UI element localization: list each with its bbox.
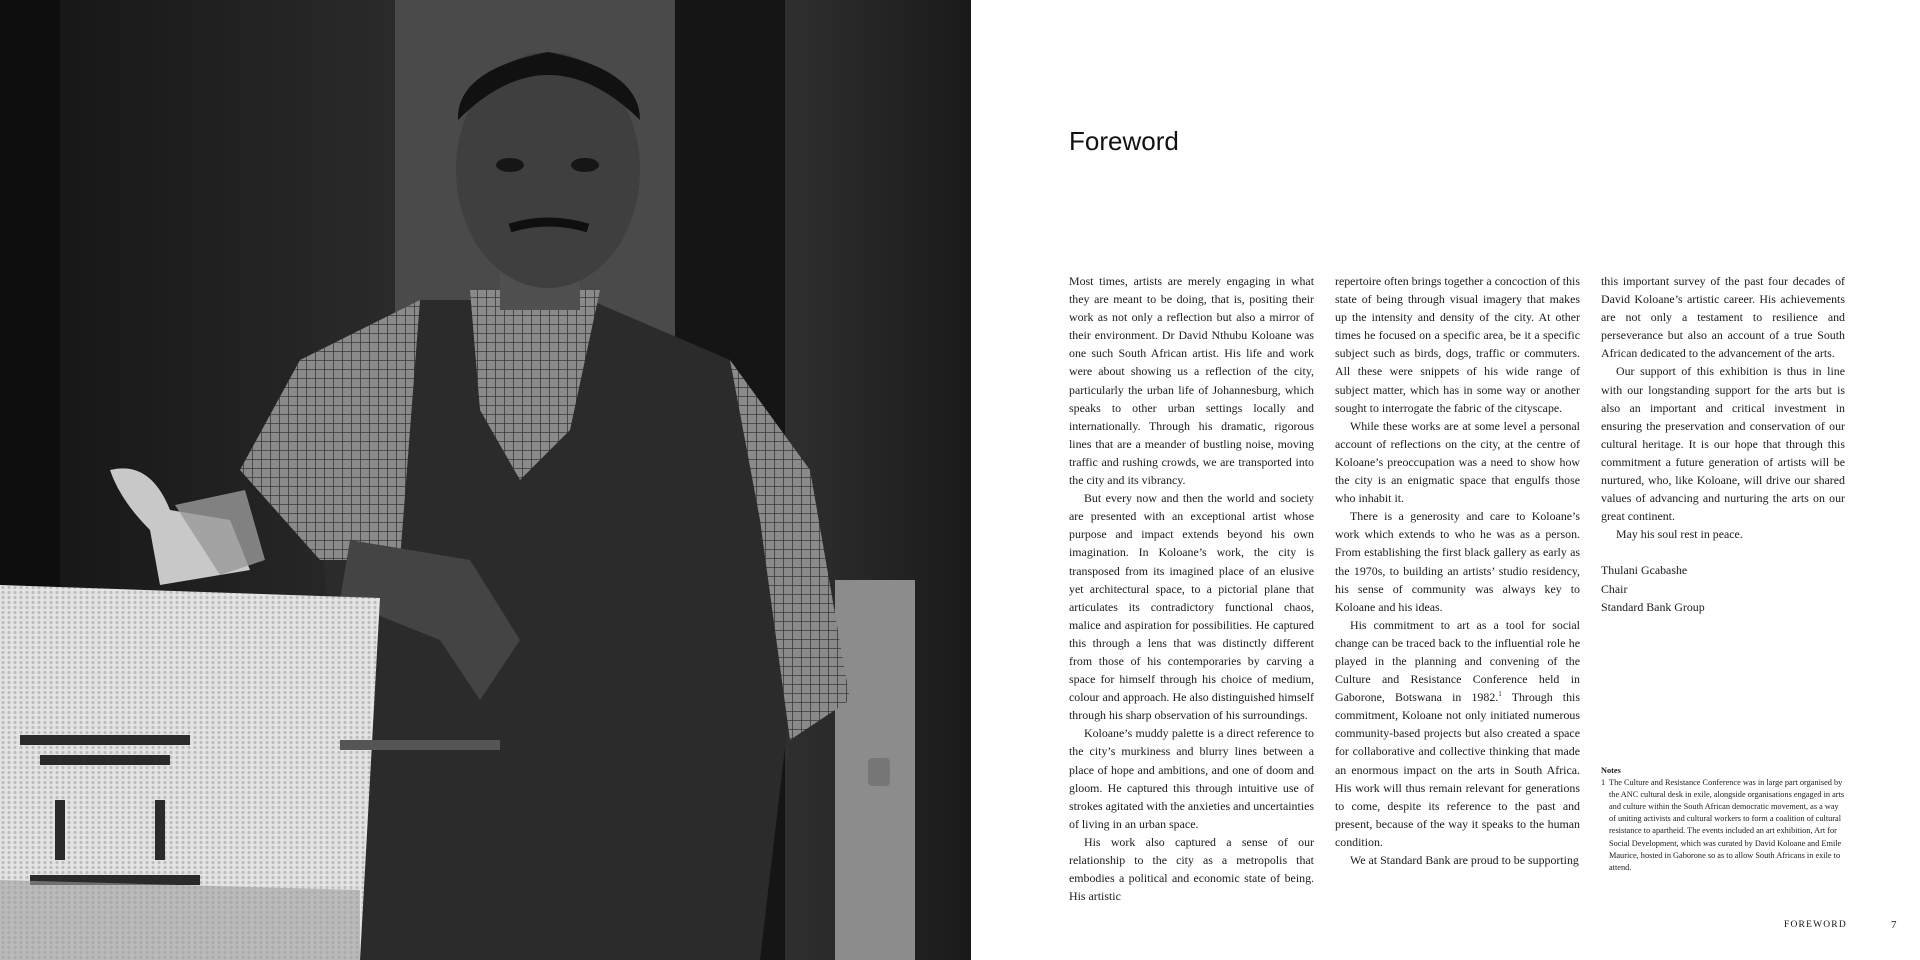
- signature-name: Thulani Gcabashe: [1601, 563, 1688, 578]
- paragraph: repertoire often brings together a concoction of this state of being through visual imagery that makes up the intensity and density of the city. At other times he focused on a specific area, be it a specific subject such as birds, dogs, traffic or commuters. All these were snippets of his wide range of subject matter, which has in some way or another sought to interrogate the fabric of the cityscape.: [1335, 274, 1580, 415]
- note-item: [1601, 777, 1845, 874]
- signature-organisation: Standard Bank Group: [1601, 599, 1705, 614]
- text-column-2: [1335, 272, 1580, 869]
- note-number: 1: [1601, 778, 1606, 788]
- text-column-1: [1069, 272, 1314, 905]
- paragraph: Koloane’s muddy palette is a direct reference to the city’s murkiness and blurry lines between a place of hope and ambitions, and one of doom and gloom. He captured this through intuitive use of strokes agitated with the anxieties and uncertainties of living in an urban space.: [1069, 726, 1315, 831]
- paragraph: His work also captured a sense of our relationship to the city as a metropolis that embodies a political and economic state of being. His artistic: [1069, 834, 1314, 904]
- notes: [1601, 765, 1845, 874]
- paragraph: Most times, artists are merely engaging in what they are meant to be doing, that is, positing their work as not only a reflection but also a mirror of their environment. Dr David Nthubu Koloane was one such South African artist. His life and work were about showing us a reflection of the city, particularly the urban life of Johannesburg, which speaks to other urban settings locally and internationally. Through his dramatic, rigorous lines that are a meander of bustling noise, moving traffic and rushing crowds, we are transported into the city and its vibrancy.: [1069, 274, 1314, 488]
- signature-block: [1601, 561, 1845, 615]
- paragraph: this important survey of the past four decades of David Koloane’s artistic career. His achievements are not only a testament to resilience and perseverance but also an account of a true South African dedicated to the advancement of the arts.: [1601, 274, 1845, 361]
- footnote-marker: 1: [1498, 690, 1502, 699]
- paragraph-text: Through this commitment, Koloane not only initiated numerous community-based projects but also created a space for collaborative and collective thinking that made an enormous impact on the arts in South Africa. His work will thus remain relevant for generations to come, despite its reference to the past and present, because of the way it speaks to the human condition.: [1335, 690, 1580, 849]
- page-title: Foreword: [1069, 126, 1179, 156]
- note-text: The Culture and Resistance Conference was in large part organised by the ANC cultural desk in exile, alongside organisations engaged in arts and culture within the South African democratic movement, as a way of uniting activists and cultural workers to form a coalition of cultural resistance to apartheid. The events included an art exhibition, Art for Social Development, which was curated by David Koloane and Emile Maurice, hosted in Gaborone so as to allow South Africans in exile to attend.: [1609, 778, 1845, 872]
- paragraph: We at Standard Bank are proud to be supporting: [1350, 853, 1579, 867]
- notes-title: Notes: [1601, 766, 1621, 775]
- page-number: 7: [1891, 919, 1897, 931]
- text-column-3: [1601, 272, 1845, 616]
- signature-title: Chair: [1601, 581, 1628, 596]
- paragraph: May his soul rest in peace.: [1616, 527, 1743, 542]
- paragraph: But every now and then the world and society are presented with an exceptional artist whose purpose and impact extends beyond his own imagination. In Koloane’s work, the city is transposed from its imagined place of an elusive yet architectural space, to a pictorial plane that articulates its contradictory functional chaos, malice and aspiration for possibilities. He captured this through a lens that was distinctly different from those of his contemporaries by carving a space for himself through his choice of medium, colour and approach. He also distinguished himself through his sharp observation of his surroundings.: [1069, 491, 1314, 723]
- paragraph: While these works are at some level a personal account of reflections on the city, at the centre of Koloane’s preoccupation was a need to show how the city is an enigmatic space that engulfs those who inhabit it.: [1335, 418, 1580, 506]
- paragraph: [1335, 616, 1580, 851]
- running-head: FOREWORD: [1784, 920, 1847, 930]
- paragraph: There is a generosity and care to Koloane’s work which extends to who he was as a person. From establishing the first black gallery as early as the 1970s, to building an artists’ studio residency, his sense of community was always key to Koloane and his ideas.: [1335, 509, 1580, 614]
- paragraph-text: His commitment to art as a tool for social change can be traced back to the influential role he played in the planning and convening of the Culture and Resistance Conference held in Gaborone, Botswana in 1982.: [1335, 617, 1580, 705]
- paragraph: Our support of this exhibition is thus in line with our longstanding support for the arts but is also an important and critical investment in ensuring the preservation and conservation of our cultural heritage. It is our hope that through this commitment a future generation of artists will be nurtured, who, like Koloane, will drive our shared values of advancing and nurturing the arts on our great continent.: [1601, 364, 1845, 524]
